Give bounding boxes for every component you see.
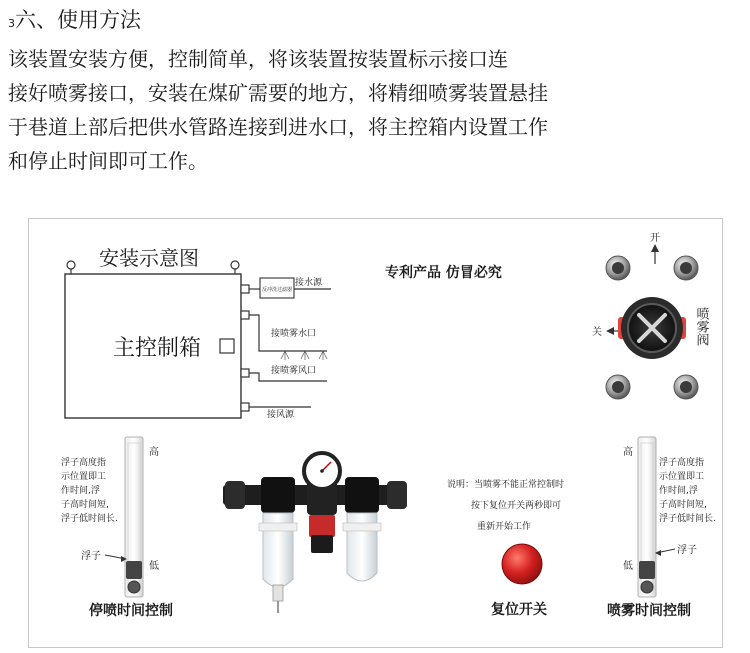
- port-connectors: [241, 285, 249, 411]
- box-connector: [220, 339, 234, 353]
- right-gauge-note-4: 子高时间短,: [659, 500, 707, 510]
- paragraph-line-2: 接好喷雾接口，安装在煤矿需要的地方，将精细喷雾装置悬挂: [8, 81, 548, 105]
- right-gauge-float-label: 浮子: [677, 545, 697, 556]
- left-gauge-low: 低: [149, 561, 159, 572]
- valve-close-label: 关: [592, 327, 602, 338]
- instruction-line-3: 重新开始工作: [477, 522, 532, 532]
- right-gauge-low: 低: [623, 561, 633, 572]
- device-panel-drawing: [29, 219, 722, 647]
- paragraph-line-1: 该装置安装方便，控制简单，将该装置按装置标示接口连: [8, 47, 508, 71]
- port-water-source: 接水源: [295, 278, 323, 288]
- reset-instructions: [447, 478, 564, 532]
- right-gauge-caption: 喷雾时间控制: [607, 603, 691, 619]
- paragraph-line-4: 和停止时间即可工作。: [8, 149, 208, 173]
- left-gauge-note-2: 示位置即工: [61, 472, 107, 482]
- left-gauge-note-1: 浮子高度指: [61, 458, 107, 468]
- left-gauge-high: 高: [149, 447, 159, 458]
- arrow-left-icon: [606, 327, 614, 335]
- right-gauge-note-5: 浮子低时间长.: [659, 514, 716, 524]
- spray-nozzles-icon: [281, 351, 327, 360]
- main-box-label: 主控制箱: [113, 336, 202, 361]
- right-gauge-float: [639, 561, 655, 579]
- install-schematic: [65, 246, 331, 420]
- right-time-gauge: [607, 437, 716, 619]
- spray-valve-dial[interactable]: [618, 297, 686, 359]
- left-gauge-note-5: 浮子低时间长.: [61, 514, 118, 524]
- port-air-source: 接风源: [267, 410, 295, 420]
- left-gauge-float: [126, 561, 142, 579]
- reset-caption: 复位开关: [491, 602, 547, 618]
- left-time-gauge: [61, 437, 173, 619]
- valve-knob-top-right[interactable]: [674, 256, 698, 280]
- instructions-paragraph: [8, 42, 743, 178]
- left-gauge-float-label: 浮子: [81, 551, 101, 562]
- port-spray-air: 接喷雾风口: [271, 366, 317, 376]
- left-gauge-note-4: 子高时间短,: [61, 500, 109, 510]
- device-panel: [28, 218, 723, 648]
- port-spray-water: 接喷雾水口: [271, 329, 317, 339]
- instruction-line-2: 按下复位开关两秒即可: [471, 501, 562, 511]
- valve-knob-bottom-left[interactable]: [606, 375, 630, 399]
- left-gauge-note-3: 作时间,浮: [61, 486, 100, 496]
- section-number: 3: [8, 17, 15, 30]
- reset-button[interactable]: [502, 544, 542, 584]
- right-gauge-note-1: 浮子高度指: [659, 458, 705, 468]
- right-gauge-high: 高: [623, 447, 633, 458]
- paragraph-line-3: 于巷道上部后把供水管路连接到进水口，将主控箱内设置工作: [8, 115, 548, 139]
- backwash-filter-label: 反冲洗过滤器: [262, 287, 293, 293]
- patent-notice: 专利产品 仿冒必究: [385, 265, 502, 281]
- install-title: 安装示意图: [99, 246, 199, 270]
- hang-hook-left-icon: [67, 261, 75, 269]
- right-gauge-note-2: 示位置即工: [659, 472, 705, 482]
- spray-valve-assembly: [592, 232, 709, 399]
- section-title: 六、使用方法: [15, 8, 141, 32]
- right-gauge-note-3: 作时间,浮: [659, 486, 698, 496]
- instruction-line-1: 说明：当喷雾不能正常控制时: [447, 480, 565, 490]
- valve-knob-bottom-right[interactable]: [674, 375, 698, 399]
- filter-regulator-unit: [223, 453, 407, 613]
- valve-open-label: 开: [650, 233, 660, 244]
- arrow-up-icon: [651, 244, 659, 252]
- valve-knob-top-left[interactable]: [606, 256, 630, 280]
- regulator-lock-knob[interactable]: [309, 515, 335, 537]
- hang-hook-right-icon: [231, 261, 239, 269]
- left-gauge-caption: 停喷时间控制: [89, 603, 173, 619]
- section-heading: [8, 6, 141, 38]
- valve-label-1: 喷雾阀: [693, 307, 709, 346]
